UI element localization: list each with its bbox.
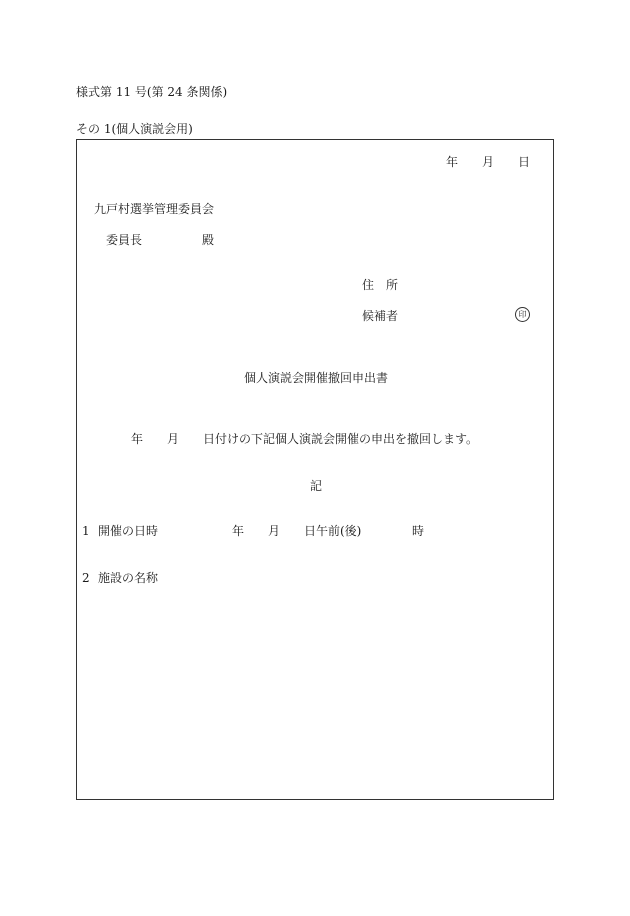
item1-month: 月 — [268, 524, 281, 538]
item1-hour: 時 — [412, 524, 425, 538]
form-border — [76, 139, 554, 800]
date-month: 月 — [482, 155, 495, 169]
document-title: 個人演説会開催撤回申出書 — [244, 371, 389, 385]
body-text: 日付けの下記個人演説会開催の申出を撤回します。 — [203, 432, 479, 446]
addressee-honorific: 殿 — [202, 233, 215, 247]
item1-day-ampm: 日午前(後) — [304, 524, 362, 538]
body-month: 月 — [167, 432, 180, 446]
addressee-organization: 九戸村選挙管理委員会 — [94, 202, 215, 216]
item2-label: 施設の名称 — [98, 571, 159, 585]
item2-number: 2 — [82, 571, 90, 585]
form-subtitle: その 1(個人演説会用) — [76, 122, 193, 136]
item1-number: 1 — [82, 524, 90, 538]
seal-mark: 印 — [515, 307, 530, 322]
addressee-title: 委員長 — [106, 233, 143, 247]
date-year: 年 — [446, 155, 459, 169]
address-label: 住 所 — [362, 278, 399, 292]
item1-label: 開催の日時 — [98, 524, 159, 538]
body-year: 年 — [131, 432, 144, 446]
candidate-label: 候補者 — [362, 309, 399, 323]
ki-label: 記 — [310, 479, 323, 493]
date-day: 日 — [518, 155, 531, 169]
item1-year: 年 — [232, 524, 245, 538]
form-number: 様式第 11 号(第 24 条関係) — [76, 85, 228, 99]
